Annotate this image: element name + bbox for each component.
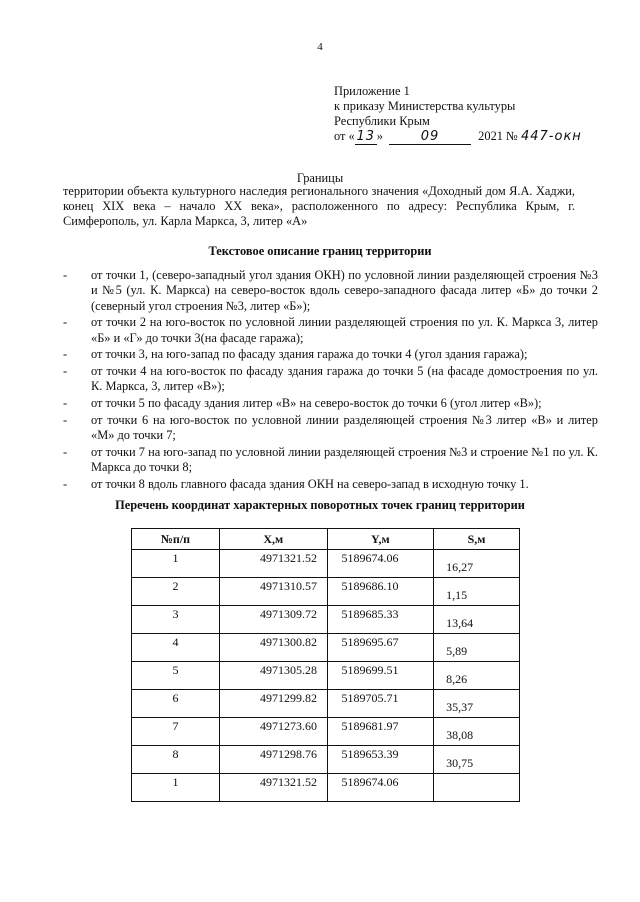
coordinates-table bbox=[131, 528, 520, 802]
cell-s: 38,08 bbox=[434, 718, 520, 746]
cell-s bbox=[434, 774, 520, 802]
header-x: X,м bbox=[219, 529, 327, 550]
list-item-text: от точки 3, на юго-запад по фасаду здания гаража до точки 4 (угол здания гаража); bbox=[91, 347, 528, 362]
list-bullet: - bbox=[63, 363, 68, 378]
order-number: 447-окн bbox=[520, 129, 582, 144]
list-item-text: от точки 4 на юго-восток по фасаду здания гаража до точки 5 (на фасаде домостроения по ул. К. Маркса, 3, литер «В»); bbox=[91, 363, 598, 394]
cell-number: 7 bbox=[132, 718, 220, 746]
cell-x: 4971305.28 bbox=[219, 662, 327, 690]
cell-number: 2 bbox=[132, 578, 220, 606]
cell-s: 30,75 bbox=[434, 746, 520, 774]
list-item-text: от точки 1, (северо-западный угол здания ОКН) по условной линии разделяющей строения №3 и №5 (ул. К. Маркса) на северо-восток вдоль северо-западного фасада литер «Б» до точки 2 (северный угол строения №3, литер «Б»); bbox=[91, 268, 598, 313]
list-item bbox=[63, 315, 598, 346]
coordinates-table-body bbox=[132, 550, 520, 802]
list-item bbox=[63, 413, 598, 444]
cell-s: 16,27 bbox=[434, 550, 520, 578]
list-item-text: от точки 6 на юго-восток по условной линии разделяющей строения №3 литер «В» и литер «М» до точки 7; bbox=[91, 412, 598, 442]
boundary-description-list bbox=[63, 268, 598, 493]
cell-x: 4971273.60 bbox=[219, 718, 327, 746]
list-bullet: - bbox=[63, 395, 68, 410]
cell-x: 4971321.52 bbox=[219, 550, 327, 578]
list-bullet: - bbox=[63, 268, 68, 282]
appendix-line-1: Приложение 1 bbox=[334, 84, 410, 98]
cell-y: 5189699.51 bbox=[327, 662, 434, 690]
cell-s: 1,15 bbox=[434, 578, 520, 606]
cell-x: 4971298.76 bbox=[219, 746, 327, 774]
appendix-line-3: Республики Крым bbox=[334, 114, 430, 128]
cell-y: 5189674.06 bbox=[327, 774, 434, 802]
table-row bbox=[132, 606, 520, 634]
territory-description: территории объекта культурного наследия регионального значения «Доходный дом Я.А. Хаджи, конец XIX века – начало XX века», расположенного по адресу: Республика Крым, г. Симферополь, ул. Карла Маркса, 3, литер «А» bbox=[63, 184, 575, 229]
cell-y: 5189685.33 bbox=[327, 606, 434, 634]
section-heading-coordinates: Перечень координат характерных поворотных точек границ территории bbox=[115, 498, 525, 512]
list-item bbox=[63, 347, 598, 362]
cell-number: 1 bbox=[132, 550, 220, 578]
cell-x: 4971309.72 bbox=[219, 606, 327, 634]
date-mid: » bbox=[376, 129, 383, 143]
cell-y: 5189674.06 bbox=[327, 550, 434, 578]
list-item bbox=[63, 477, 598, 492]
cell-number: 8 bbox=[132, 746, 220, 774]
appendix-date-line bbox=[334, 129, 582, 145]
date-prefix: от « bbox=[334, 129, 355, 143]
cell-x: 4971300.82 bbox=[219, 634, 327, 662]
header-number: №п/п bbox=[132, 529, 220, 550]
page-number: 4 bbox=[317, 41, 323, 53]
list-item-text: от точки 5 по фасаду здания литер «В» на северо-восток до точки 6 (угол литер «В»); bbox=[91, 395, 542, 410]
cell-s: 13,64 bbox=[434, 606, 520, 634]
cell-x: 4971321.52 bbox=[219, 774, 327, 802]
list-item bbox=[63, 364, 598, 395]
cell-number: 1 bbox=[132, 774, 220, 802]
list-item bbox=[63, 445, 598, 476]
cell-y: 5189686.10 bbox=[327, 578, 434, 606]
list-item bbox=[63, 396, 598, 411]
cell-number: 5 bbox=[132, 662, 220, 690]
table-row bbox=[132, 718, 520, 746]
header-y: Y,м bbox=[327, 529, 434, 550]
cell-number: 6 bbox=[132, 690, 220, 718]
cell-y: 5189681.97 bbox=[327, 718, 434, 746]
cell-x: 4971310.57 bbox=[219, 578, 327, 606]
cell-s: 5,89 bbox=[434, 634, 520, 662]
section-heading-text-description: Текстовое описание границ территории bbox=[208, 244, 432, 258]
appendix-block bbox=[334, 84, 582, 145]
cell-y: 5189653.39 bbox=[327, 746, 434, 774]
date-year: 2021 № bbox=[478, 129, 518, 143]
cell-s: 8,26 bbox=[434, 662, 520, 690]
list-item-text: от точки 8 вдоль главного фасада здания ОКН на северо-запад в исходную точку 1. bbox=[91, 476, 529, 491]
table-row bbox=[132, 662, 520, 690]
table-row bbox=[132, 634, 520, 662]
list-bullet: - bbox=[63, 315, 68, 330]
table-row bbox=[132, 746, 520, 774]
header-s: S,м bbox=[434, 529, 520, 550]
list-bullet: - bbox=[63, 476, 68, 491]
date-month: 09 bbox=[389, 129, 471, 145]
appendix-line-2: к приказу Министерства культуры bbox=[334, 99, 516, 113]
list-item-text: от точки 2 на юго-восток по условной линии разделяющей строения по ул. К. Маркса 3, литер «Б» и «Г» до точки 3(на фасаде гаража); bbox=[91, 315, 598, 345]
table-row bbox=[132, 578, 520, 606]
list-bullet: - bbox=[63, 347, 68, 362]
table-row bbox=[132, 774, 520, 802]
cell-number: 4 bbox=[132, 634, 220, 662]
table-header-row bbox=[132, 529, 520, 550]
cell-y: 5189705.71 bbox=[327, 690, 434, 718]
cell-x: 4971299.82 bbox=[219, 690, 327, 718]
date-day: 13 bbox=[356, 129, 376, 144]
cell-number: 3 bbox=[132, 606, 220, 634]
list-bullet: - bbox=[63, 412, 68, 427]
list-item-text: от точки 7 на юго-запад по условной линии разделяющей строения №3 и строение №1 по ул. К. Маркса до точки 8; bbox=[91, 444, 598, 474]
list-item bbox=[63, 268, 598, 314]
table-row bbox=[132, 550, 520, 578]
cell-y: 5189695.67 bbox=[327, 634, 434, 662]
document-title: Границы bbox=[296, 171, 344, 185]
list-bullet: - bbox=[63, 444, 68, 459]
cell-s: 35,37 bbox=[434, 690, 520, 718]
table-row bbox=[132, 690, 520, 718]
